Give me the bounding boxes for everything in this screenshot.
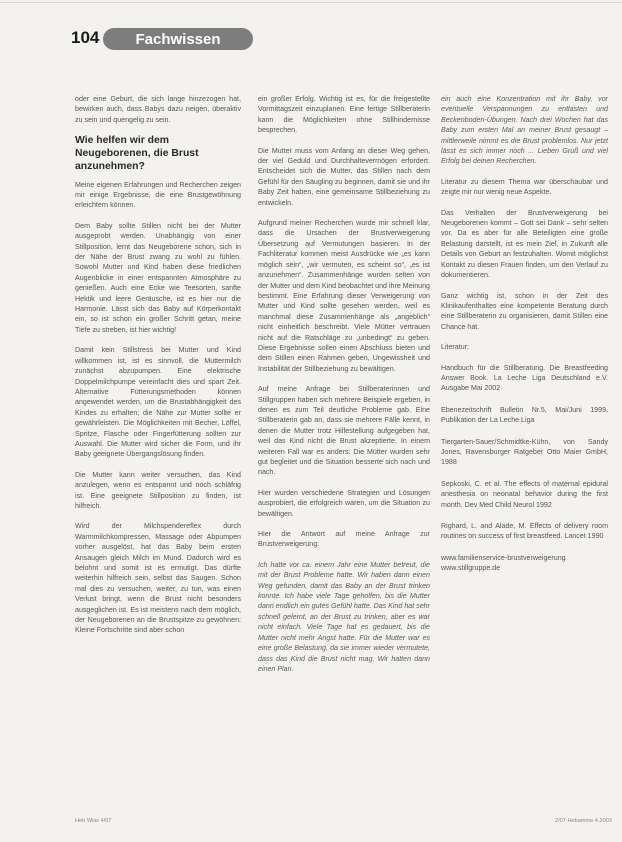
reference: www.familienservice-brustverweigerung www.stillgruppe.de (441, 553, 566, 573)
reference: Righard, L. and Alade, M. Effects of delivery room routines on success of first breastfeed. Lancet 1990 (441, 522, 608, 541)
footer-right: 2/07 Hebamme 4.2003 (555, 818, 612, 824)
paragraph: Hier wurden verschiedene Strategien und Lösungen ausprobiert, die erfolgreich waren, um die Situation zu bewältigen. (258, 488, 430, 518)
column-1 (75, 94, 241, 824)
quote-paragraph: ein auch eine Konzentration mit ihr Baby, vor eventuelle Verspannungen zu entlasten und Beckenboden-Übungen. Nach drei Wochen hat das Baby zum ersten Mal an meiner Brust gesaugt – mittlerweile nimmt es die Brust problemlos. Nur jetzt lässt es sich immer noch ... Lieben Gruß und viel Erfolg bei deinen Recherchen. (441, 95, 608, 166)
article-heading: Wie helfen wir dem Neugeborenen, die Brust anzunehmen? (75, 135, 199, 172)
paragraph: Das Verhalten der Brustverweigerung bei Neugeborenen kommt – Gott sei Dank – sehr selten vor. Da es aber für alle Beteiligten eine große Belastung darstellt, ist es mein Ziel, in Zukunft alle Details von Geburt an festzuhalten. Womit möglichst Kontakt zu diesen Frauen finden, um den Verlauf zu dokumentieren. (441, 208, 608, 280)
paragraph: Meine eigenen Erfahrungen und Recherchen zeigen mir einige Ergebnisse, die eine Brustgewöhnung erleichtern können. (75, 180, 241, 210)
paragraph: Wird der Milchspendereflex durch Warmmilchkompressen, Massage oder Abpumpen vorher ausgelöst, hat das Baby beim ersten Ansaugen gleich Milch im Mund. Dadurch wird es belohnt und somit ist es ermutigt. Das dürfte weiterhin hilfreich sein, selbst das Saugen. Schon mal dies zu versuchen, weiter, zu tun, was einen Verlust bringt, wenn die Brust nicht besonders ausgeglichen ist. Es ist meistens nach dem möglich, der Neugeborenen an die Brustspitze zu gewöhnen: Kleine Fortschritte sind aber schon (75, 522, 241, 635)
column-3 (441, 94, 608, 824)
reference: Sepkoski, C. et al. The effects of maternal epidural anesthesia on neonatal behavior during the first month. Dev Med Child Neurol 1992 (441, 479, 608, 509)
reference: Tiergarten-Sauer/Schmidtke-Kühn, von Sandy Jones, Ravensburger Ratgeber Otto Maier GmbH, 1988 (441, 437, 608, 467)
top-rule (0, 2, 622, 3)
reference: Handbuch für die Stillberatung. Die Breastfeeding Answer Book. La Leche Liga Deutschland e.V. Ausgabe Mai 2002 (441, 363, 608, 393)
paragraph: oder eine Geburt, die sich lange hinzezogen hat, bewirken auch, dass Babys dazu neigen, überaktiv zu sein und quengelig zu sein. (75, 95, 241, 124)
literature-heading: Literatur: (441, 343, 469, 352)
paragraph: Ganz wichtig ist, schon in der Zeit des Klinikaufenthaltes eine kompetente Beratung durch eine Stillberaterin zu organisieren, damit Stillen eine Chance hat. (441, 291, 608, 331)
section-tab (103, 28, 253, 50)
paragraph: Hier die Antwort auf meine Anfrage zur Brustverweigerung: (258, 530, 430, 549)
section-title: Fachwissen (135, 30, 221, 48)
paragraph: Die Mutter muss vom Anfang an dieser Weg gehen, der viel Geduld und Durchhaltevermögen erfordert. Entscheidet sich die Mutter, das Stillen nach dem Gefühl für den Säugling zu beginnen, damit sie und ihr Baby Zeit haben, eine gemeinsame Stillbeziehung zu entwickeln. (258, 146, 430, 207)
page-number: 104 (71, 28, 100, 47)
paragraph: Literatur zu diesem Thema war überschaubar und zeigte mir nur wenig neue Aspekte. (441, 177, 608, 197)
paragraph: Dem Baby sollte Stillen nicht bei der Mutter ausgeprobt werden. Unabhängig von einer Stillposition, lernt das Neugeborene schon, sich in der Nähe der Brust zwang zu wohl zu fühlen. Sowohl Mutter und Kind haben diese friedlichen Augenblicke in einer entspannten Atmosphäre zu genießen. Auch eine Ecke wie Teesorten, sanfte Hektik und leere Geräusche, ist es hier nur die Harmonie. Lässt sich das Baby auf Körperkontakt ein, so ist schon ein großer Schritt getan, meine Tiefe zu streben, ist hier wichtig! (75, 221, 241, 334)
paragraph: ein großer Erfolg. Wichtig ist es, für die freigestellte Vormittagszeit einzuplanen. Eine fertige Stillberaterin kann die Möglichkeiten ohne Stillhindernisse besprechen. (258, 95, 430, 135)
column-2 (258, 94, 430, 824)
paragraph: Auf meine Anfrage bei Stillberaterinnen und Stillgruppen haben sich mehrere Beispiele ergeben, in denen es zum Teil deutliche Probleme gab. Eine Stillberaterin gab an, dass sie mehrere Fälle kennt, in denen die Mutter trotz Hilfestellung aufgegeben hat, weil das Kind nicht die Brust akzeptierte. In einem weiteren Fall war es anders: Die Mütter wurden sehr gut begleitet und die Situation besserte sich nach und nach. (258, 385, 430, 477)
paragraph: Die Mutter kann weiter versuchen, das Kind anzulegen, wenn es entspannt und noch schläfrig ist. Eine geeignete Stillposition zu finden, ist hilfreich. (75, 470, 241, 510)
reference: Ebenezeitschrift Bulletin Nr.5, Mai/Juni 1999, Publikation der La Leche Liga (441, 405, 608, 425)
quote-paragraph: Ich hatte vor ca. einem Jahr eine Mutter betreut, die mit der Brust Probleme hatte. Wir haben dann einen Weg gefunden, damit das Baby an der Brust trinken konnte. Ich habe viele Tage geholfen, bis die Mutter dann endlich ein gutes Gefühl hatte. Das Kind hat sehr schnell gelernt, an der Brust zu trinken, aber es war nicht einfach. Viele Tage hat es gedauert, bis die Mutter nicht mehr Angst hatte. Für die Mutter war es eine große Belastung, da sie immer wieder vermutete, dass das Kind die Brust nicht mag. Wir hatten dann einen Plan. (258, 560, 430, 673)
paragraph: Aufgrund meiner Recherchen wurde mir schnell klar, dass die Ursachen der Brustverweigerung Übersetzung auf Vermutungen basieren. In der Fachliteratur kommen meist Ausdrücke wie „es kann möglich sein“, „wir vermuten, es scheint so“, „es ist anzunehmen“. Zusammenhänge wurden selten von der Mutter und dem Kind beobachtet und ihre Meinung bestimmt. Eine Erfahrung dieser Verweigerung von Mutter und Kind sollte gesehen werden, weil es manchmal diese Zusammenhänge als „angeblich“ nicht einheitlich beschreibt. Viele Mütter vertrauen nicht auf die Ratschläge zu „unbedingt“ zu geben. Diese Ergebnisse sollen einen Abschluss bieten und dem Stillen einen Rahmen geben, Ungewissheit und Instabilität der Stillbeziehung zu bewältigen. (258, 219, 430, 373)
paragraph: Damit kein Stillstress bei Mutter und Kind willkommen ist, ist es sinnvoll, die Muttermilch zunächst abzupumpen. Eine elektrische Doppelmilchpumpe vereinfacht dies und spart Zeit. Alternative Fütterungsmethoden können angewendet werden, um die Brustabhängigkeit des Kindes zu erhalten; die Nähe zur Mutter sollte er gewährleisten. Die Möglichkeiten mit Becher, Löffel, Spritze, Flasche oder Fingerfütterung sollten zur Auswahl. Die Mutter wird sicher die Form, und ihr Baby geeignete Übergangslösung finden. (75, 346, 241, 459)
footer-left: Heb Wiss 4/07 (75, 818, 112, 824)
